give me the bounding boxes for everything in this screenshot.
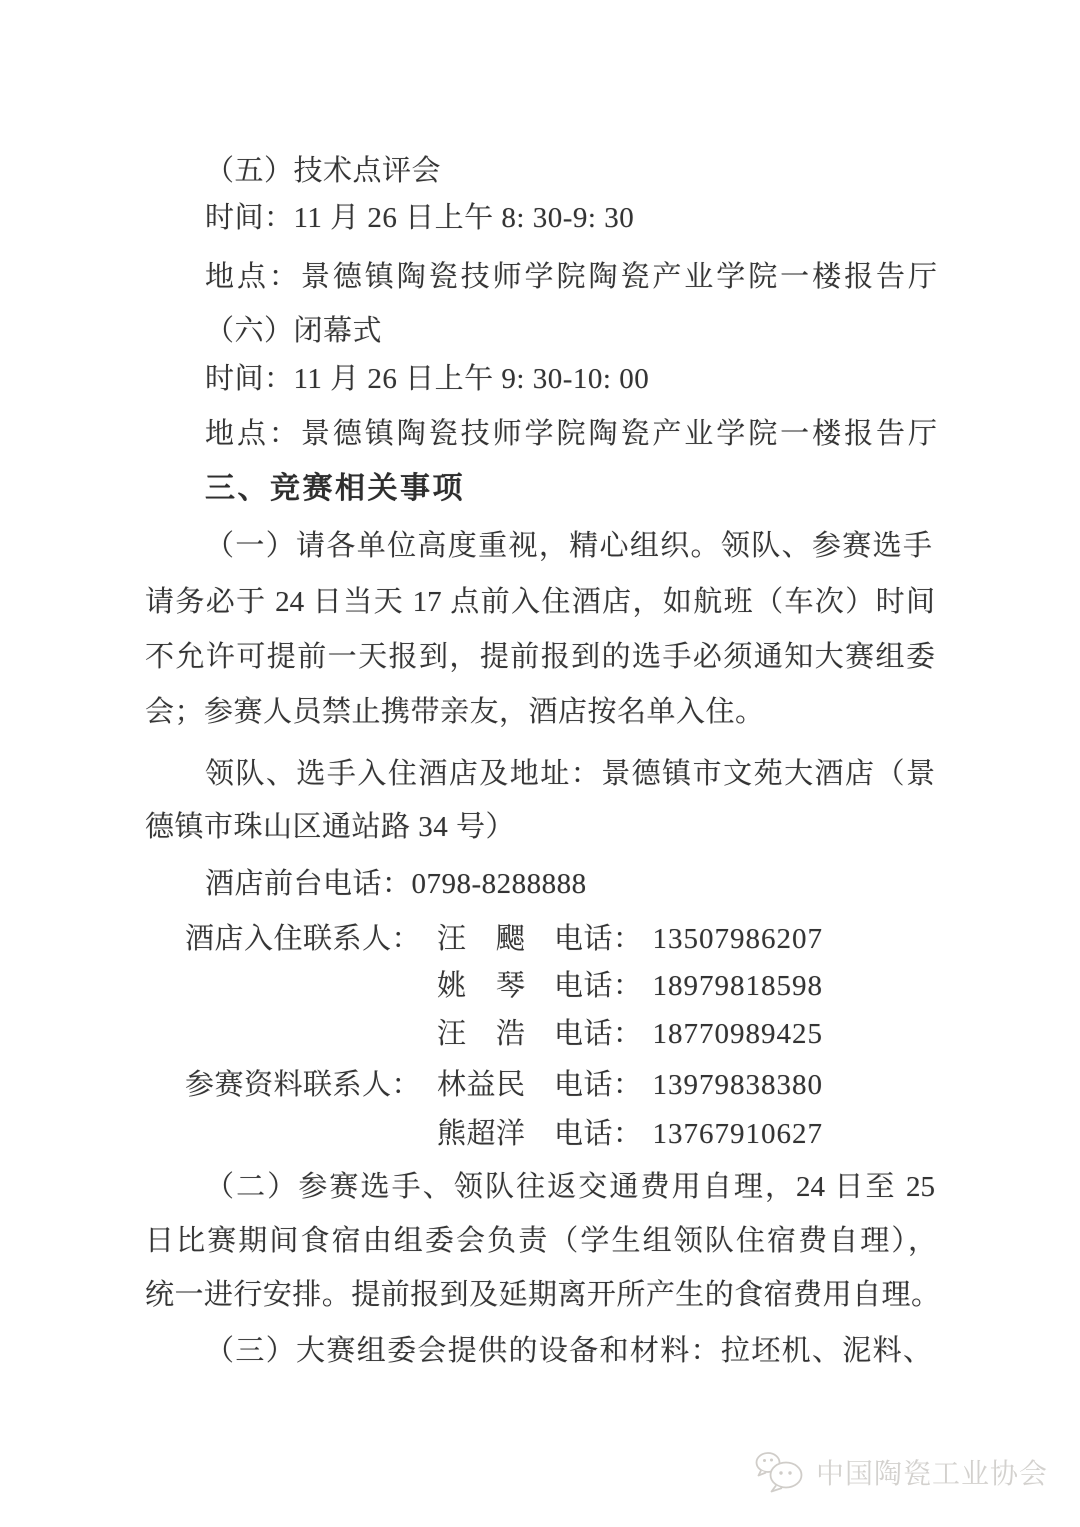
wechat-icon [754, 1450, 806, 1494]
contact-name: 汪 浩 [437, 1018, 526, 1050]
contact-phone: 13767910627 [652, 1118, 824, 1150]
contact-label: 酒店入住联系人： [185, 923, 422, 955]
phone-label: 电话： [554, 923, 643, 955]
item5-heading: （五）技术点评会 [205, 155, 442, 187]
hotel-line-2: 德镇市珠山区通站路 34 号） [145, 811, 516, 843]
contact-label: 参赛资料联系人： [185, 1069, 422, 1101]
contact-row [185, 1015, 823, 1053]
contact-phone: 18979818598 [652, 970, 824, 1002]
contact-name: 林益民 [437, 1069, 526, 1101]
contact-row [185, 1115, 823, 1153]
phone-label: 电话： [554, 970, 643, 1002]
phone-label: 电话： [554, 1018, 643, 1050]
contact-phone: 13979838380 [652, 1069, 824, 1101]
wechat-watermark [754, 1450, 1048, 1494]
contact-row [185, 1066, 823, 1104]
para1-line-3: 不允许可提前一天报到，提前报到的选手必须通知大赛组委 [145, 641, 935, 673]
item5-time: 时间：11 月 26 日上午 8: 30-9: 30 [205, 202, 635, 234]
para2-line-2: 日比赛期间食宿由组委会负责（学生组领队住宿费自理）， [145, 1225, 937, 1257]
item6-heading: （六）闭幕式 [205, 315, 383, 347]
para1-line-4: 会；参赛人员禁止携带亲友，酒店按名单入住。 [145, 696, 765, 728]
section-heading: 三、竞赛相关事项 [205, 472, 465, 505]
para3-line-1: （三）大赛组委会提供的设备和材料：拉坯机、泥料、 [205, 1335, 932, 1367]
item6-place: 地点：景德镇陶瓷技师学院陶瓷产业学院一楼报告厅 [205, 418, 937, 450]
contact-name: 熊超洋 [437, 1118, 526, 1150]
contact-phone: 13507986207 [652, 923, 824, 955]
contact-phone: 18770989425 [652, 1018, 824, 1050]
watermark-text: 中国陶瓷工业协会 [815, 1458, 1048, 1489]
contact-row [185, 967, 823, 1005]
item5-place: 地点：景德镇陶瓷技师学院陶瓷产业学院一楼报告厅 [205, 261, 937, 293]
para2-line-1: （二）参赛选手、领队往返交通费用自理，24 日至 25 [205, 1171, 935, 1203]
item6-time: 时间：11 月 26 日上午 9: 30-10: 00 [205, 363, 650, 395]
front-desk-phone: 酒店前台电话：0798-8288888 [205, 868, 587, 900]
para1-line-2: 请务必于 24 日当天 17 点前入住酒店，如航班（车次）时间 [145, 586, 935, 618]
phone-label: 电话： [554, 1069, 643, 1101]
para2-line-3: 统一进行安排。提前报到及延期离开所产生的食宿费用自理。 [145, 1279, 940, 1311]
para1-line-1: （一）请各单位高度重视，精心组织。领队、参赛选手 [205, 530, 932, 562]
contact-name: 姚 琴 [437, 970, 526, 1002]
hotel-line-1: 领队、选手入住酒店及地址：景德镇市文苑大酒店（景 [205, 758, 935, 790]
contact-row [185, 920, 823, 958]
phone-label: 电话： [554, 1118, 643, 1150]
contact-name: 汪 颸 [437, 923, 526, 955]
